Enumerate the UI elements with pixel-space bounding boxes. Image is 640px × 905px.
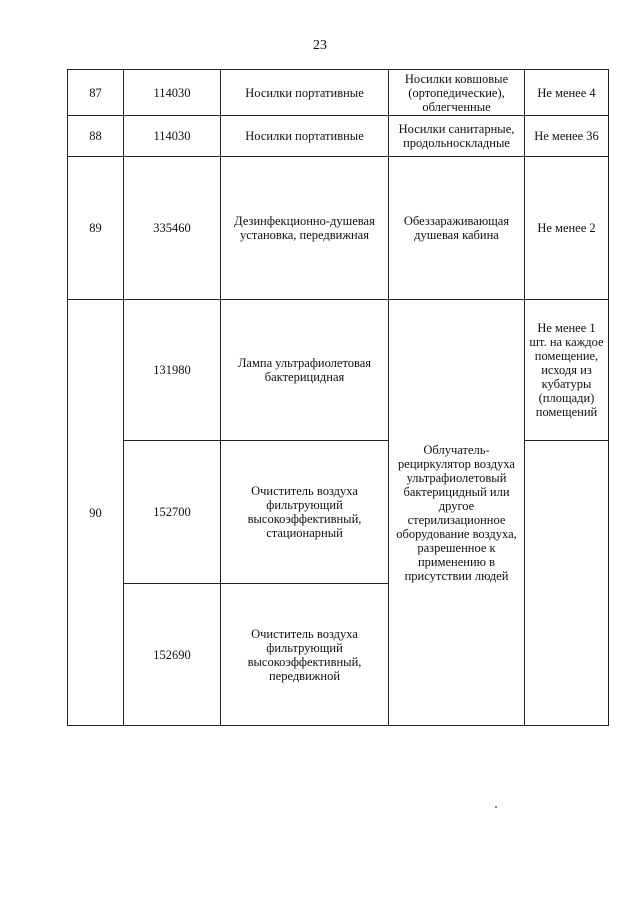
product-name: Носилки портативные <box>221 116 389 157</box>
row-number: 88 <box>68 116 124 157</box>
product-description: Облучатель-рециркулятор воздуха ультрафиолетовый бактерицидный или другое стерилизационное оборудование воздуха, разрешенное к применению в присутствии людей <box>389 300 525 726</box>
product-quantity: Не менее 36 <box>525 116 609 157</box>
scan-speck <box>495 806 497 808</box>
product-code: 152690 <box>124 584 221 726</box>
empty-quantity-cell <box>525 441 609 726</box>
row-number: 90 <box>68 300 124 726</box>
product-name: Очиститель воздуха фильтрующий высокоэффективный, передвижной <box>221 584 389 726</box>
product-code: 152700 <box>124 441 221 584</box>
table-row <box>68 70 609 116</box>
product-description: Носилки санитарные, продольноскладные <box>389 116 525 157</box>
product-quantity: Не менее 4 <box>525 70 609 116</box>
product-quantity: Не менее 1 шт. на каждое помещение, исходя из кубатуры (площади) помещений <box>525 300 609 441</box>
row-number: 89 <box>68 157 124 300</box>
product-description: Носилки ковшовые (ортопедические), облегченные <box>389 70 525 116</box>
product-code: 114030 <box>124 70 221 116</box>
equipment-table <box>67 69 609 726</box>
product-name: Лампа ультрафиолетовая бактерицидная <box>221 300 389 441</box>
product-name: Дезинфекционно-душевая установка, передвижная <box>221 157 389 300</box>
table-row <box>68 300 609 441</box>
table-row <box>68 157 609 300</box>
product-description: Обеззараживающая душевая кабина <box>389 157 525 300</box>
product-code: 114030 <box>124 116 221 157</box>
product-code: 335460 <box>124 157 221 300</box>
page-number: 23 <box>313 38 327 53</box>
product-code: 131980 <box>124 300 221 441</box>
product-name: Носилки портативные <box>221 70 389 116</box>
table-row <box>68 441 609 584</box>
row-number: 87 <box>68 70 124 116</box>
product-name: Очиститель воздуха фильтрующий высокоэффективный, стационарный <box>221 441 389 584</box>
product-quantity: Не менее 2 <box>525 157 609 300</box>
table-row <box>68 116 609 157</box>
